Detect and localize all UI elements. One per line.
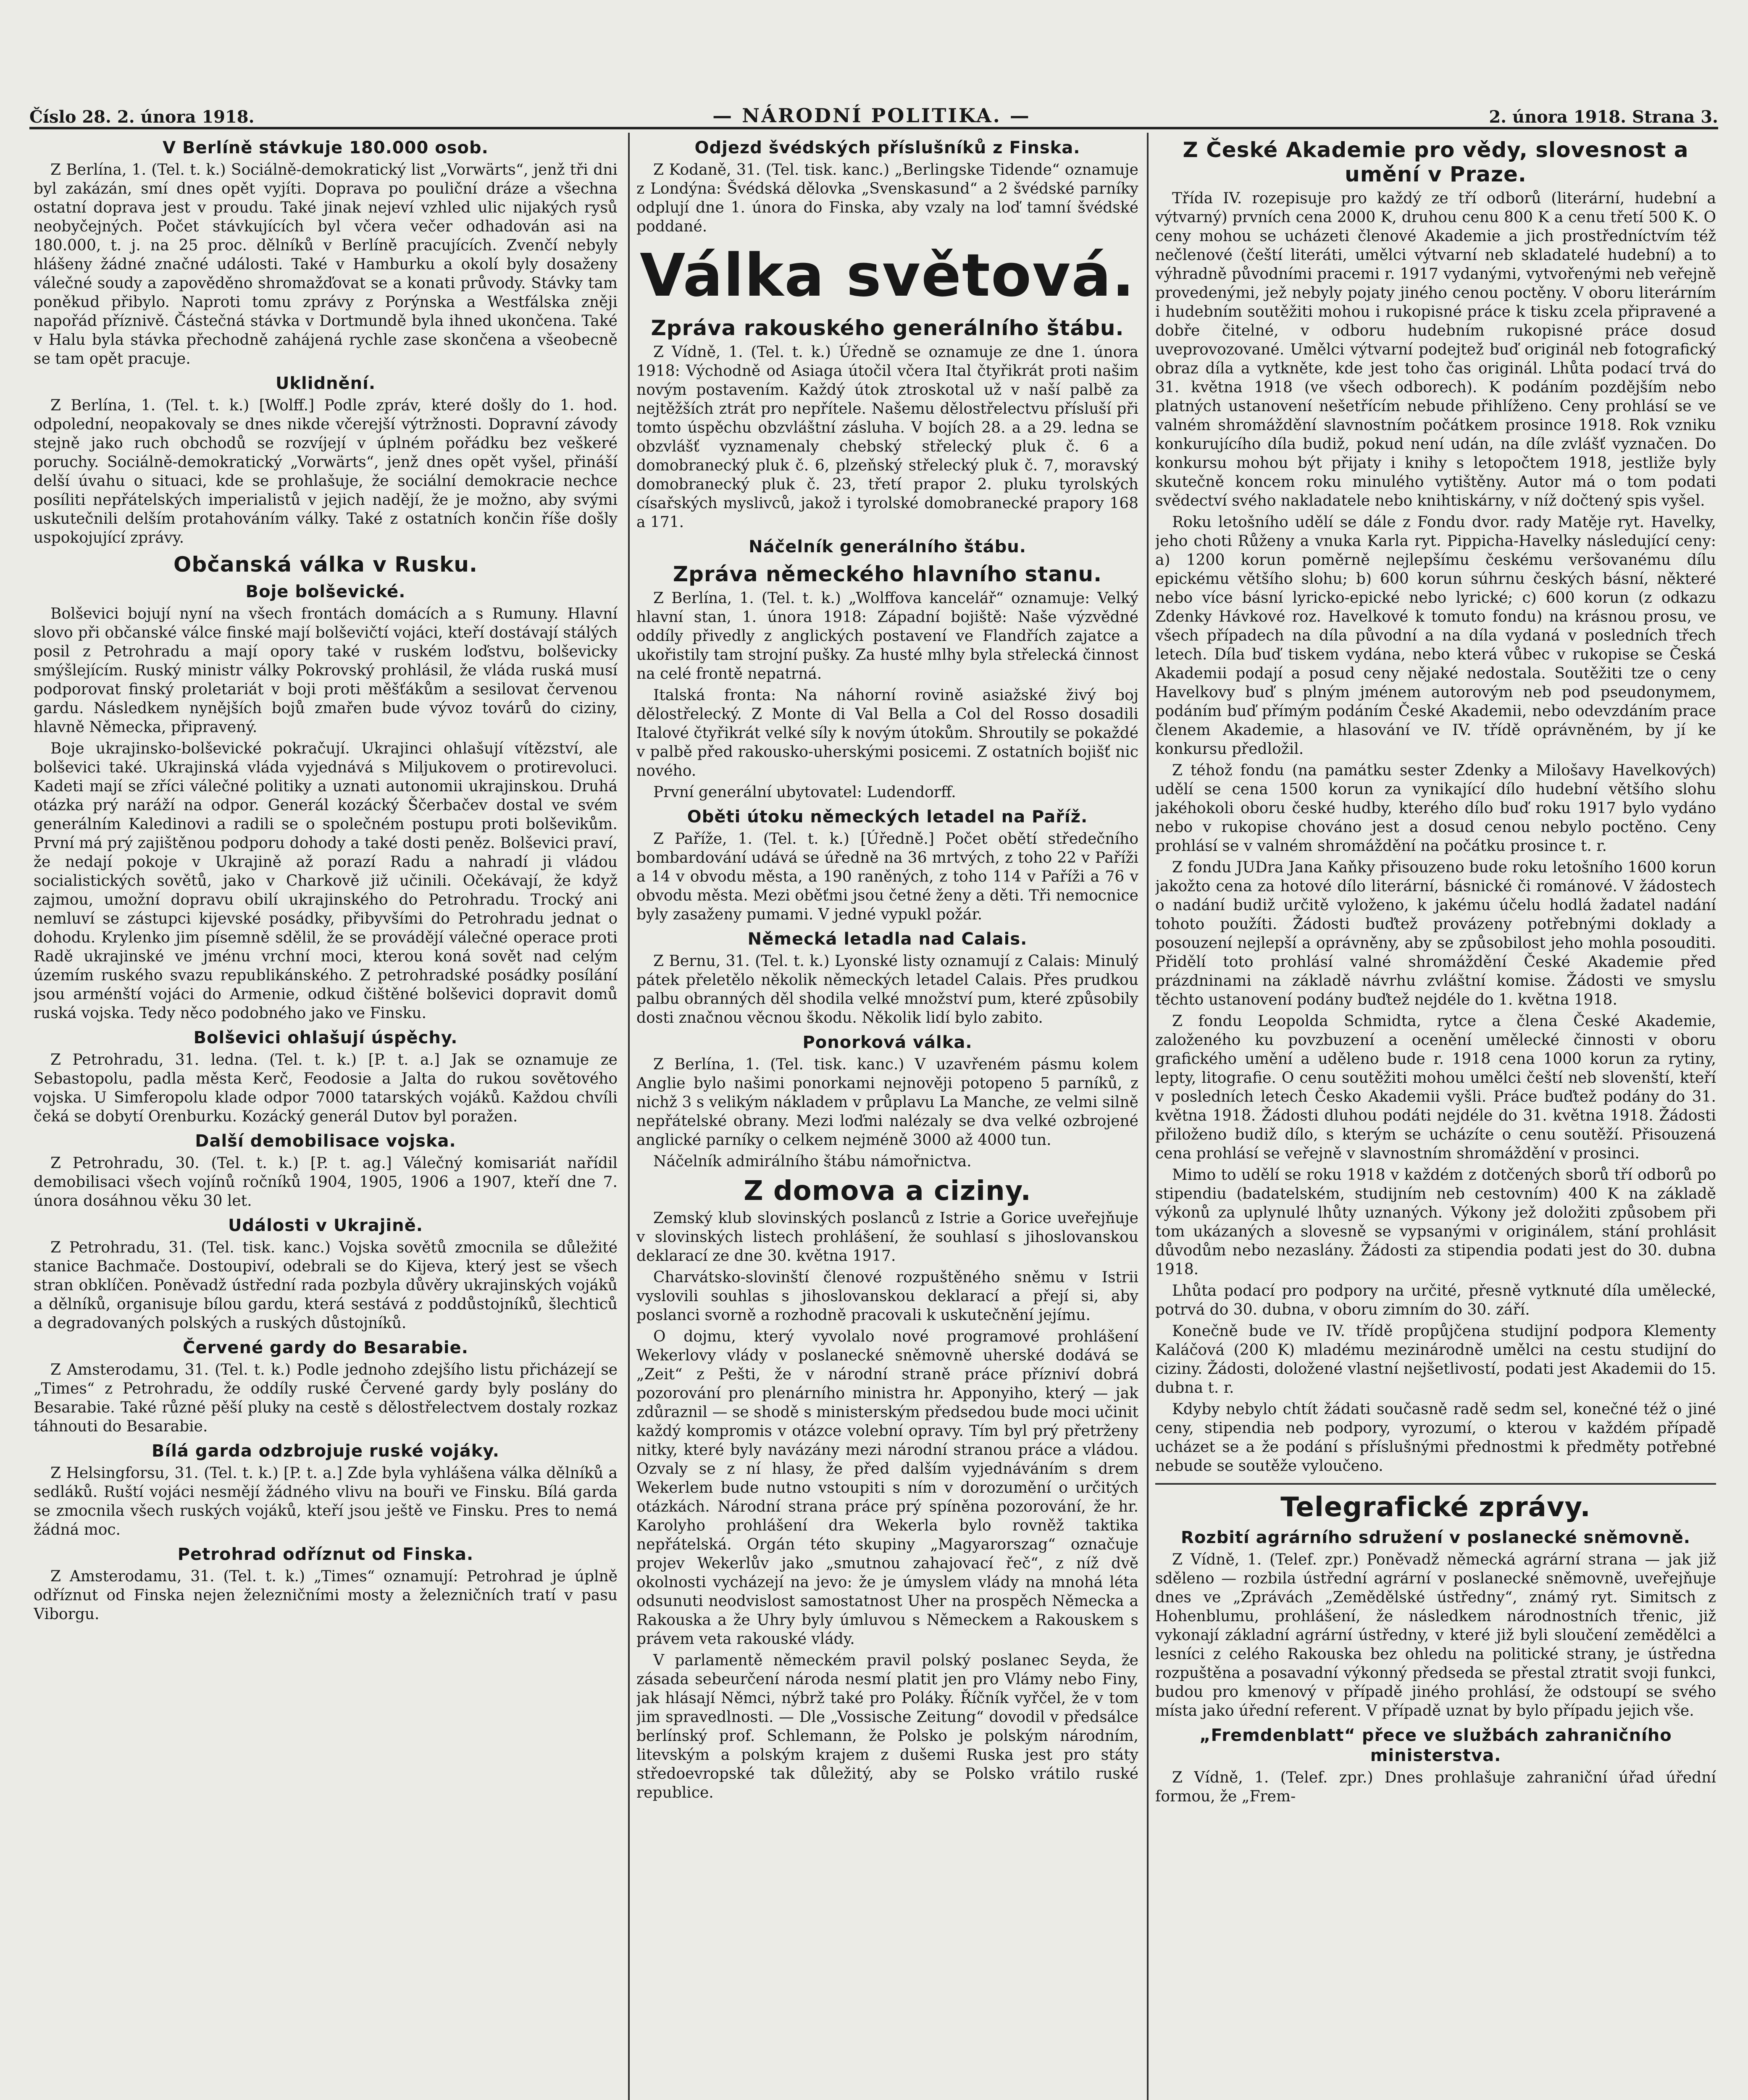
article-text: Z Amsterodamu, 31. (Tel. t. k.) Podle jednoho zdejšího listu přicházejí se „Times“ z Petrohradu, že oddíly ruské Červené gardy byly poslány do Besarabie. Také různé pěší pluky na cestě s dělostřelectvem dostaly rozkaz táhnouti do Besarabie. [34,1361,618,1435]
article-text: Z Berlína, 1. (Tel. t. k.) Sociálně-demokratický list „Vorwärts“, jenž tři dni byl zakázán, smí dnes opět vyjíti. Doprava po pouliční dráze a všechna ostatní doprava jest v proudu. Také jinak nejeví vzhled ulic nijakých rysů neobyčejných. Počet stávkujících byl včera večer odhadován asi na 180.000, t. j. na 25 proc. dělníků v Berlíně pracujících. Zvenčí nebyly hlášeny žádné značné události. Také v Hamburku a okolí byly dosaženy válečné soudy a zapověděno shromažďovat se a konati průvody. Stávky tam poněkud přibylo. Naproti tomu zprávy z Porýnska a Westfálska zněji napořád příznivě. Částečná stávka v Dortmundě byla ihned ukončena. Také v Halu byla stávka přechodně zahájená rychle zase skončena a všeobecně se tam opět pracuje. [34,161,618,368]
signature: Náčelník generálního štábu. [749,537,1026,556]
article-text: Z Helsingforsu, 31. (Tel. t. k.) [P. t. a.] Zde byla vyhlášena válka dělníků a sedláků. Ruští vojáci nesmějí žádného vlivu na bouři ve Finsku. Bílá garda se zmocnila všech ruských vojáků, kteří jsou ještě ve Finsku. Pres to nemá žádná moc. [34,1465,618,1538]
subheadline: „Fremdenblatt“ přece ve službách zahraničního ministerstva. [1199,1726,1672,1765]
article-text: Z Paříže, 1. (Tel. t. k.) [Úředně.] Počet obětí středečního bombardování udává se úředně na 36 mrtvých, z toho 22 v Paříži a 14 v obvodu města, a 190 raněných, z toho 114 v Paříži a 76 v obvodu města. Mezi oběťmi jsou četné ženy a děti. Tři nemocnice byly zasaženy pumami. V jedné vypukl požár. [636,830,1138,923]
signature: První generální ubytovatel: Ludendorff. [653,784,956,801]
newspaper-title: — NÁRODNÍ POLITIKA. — [712,104,1031,127]
article-text: V parlamentě německém pravil polský poslanec Seyda, že zásada sebeurčení národa nesmí platit jen pro Vlámy nebo Finy, jak hlásají Němci, nýbrž také pro Poláky. Říčník vyřčel, že v tom jim spravedlnosti. — Dle „Vossische Zeitung“ dovodil v předsálce berlínský prof. Schlemann, že Polsko je polským národním, litevským a polským krajem z dušemi Ruska jest pro státy středoevropské tak důležitý, aby se Polsko vrátilo ruské republice. [636,1652,1138,1801]
article-text: Lhůta podací pro podpory na určité, přesně vytknuté díla umělecké, potrvá do 30. dubna, v oboru zimním do 30. září. [1155,1282,1716,1318]
column-3 [1155,133,1716,2100]
subheadline: Boje bolševické. [245,582,406,601]
article-text: Bolševici bojují nyní na všech frontách domácích a s Rumuny. Hlavní slovo při občanské válce finské mají bolševičtí vojáci, kteří dostávají stálých posil z Petrohradu a mají opory také v ruském loďstvu, bolševicky smýšlejícím. Ruský ministr války Pokrovský prohlásil, že vláda ruská musí podporovat finský proletariát v boji proti měšťákům a sesilovat červenou gardu. Následkem nynějších bojů zmařen bude vývoz továrů do ciziny, hlavně Německa, připravený. [34,605,618,736]
headline-austrian-staff: Zpráva rakouského generálního štábu. [651,316,1124,340]
section-title-home-abroad: Z domova a ciziny. [744,1176,1031,1207]
section-title-world-war: Válka světová. [639,242,1136,310]
headline-civil-war: Občanská válka v Rusku. [173,552,478,577]
subheadline: Německá letadla nad Calais. [747,929,1028,949]
column-1 [34,133,618,2100]
headline-academy: Z České Akademie pro vědy, slovesnost a umění v Praze. [1183,138,1689,186]
article-text: Z Petrohradu, 31. ledna. (Tel. t. k.) [P. t. a.] Jak se oznamuje ze Sebastopolu, padla města Kerč, Feodosie a Jalta do rukou sovětového vojska. U Simferopolu klade odpor 7000 tatarských vojáků. Každou chvíli čeká se dobytí Orenburku. Kozácký generál Dutov byl poražen. [34,1051,618,1125]
subheadline: Události v Ukrajině. [228,1216,423,1235]
article-text: Z Berlína, 1. (Tel. t. k.) „Wolffova kancelář“ oznamuje: Velký hlavní stan, 1. února 1918: Západní bojiště: Naše výzvědné oddíly přivedly z anglických postavení ve Flandřích zajatce a ukořistily tam strojní pušky. Za husté mlhy byla střelecká činnost na celé frontě nepatrná. [636,590,1138,682]
article-text: Z Berlína, 1. (Tel. tisk. kanc.) V uzavřeném pásmu kolem Anglie bylo našimi ponorkami nejnověji potopeno 5 parníků, z nichž 3 s velikým nákladem v průplavu La Manche, ze velmi silně nepřátelské obrany. Mezi loďmi nalézaly se dva velké ozbrojené anglické parníky o celkem nejméně 3000 až 4000 tun. [636,1056,1138,1149]
article-text: Z Berlína, 1. (Tel. t. k.) [Wolff.] Podle zpráv, které došly do 1. hod. odpolední, neopakovaly se dnes nikde včerejší výtržnosti. Dopravní závody stejně jako ruch obchodů se rozvíjejí v úplném pořádku bez veškeré poruchy. Sociálně-demokratický „Vorwärts“, jenž dnes opět vyšel, přináší delší úvahu o situaci, kde se prohlašuje, že sociální demokracie nechce posíliti nepřátelských imperialistů v jejich nadějí, že je možno, aby svými uskutečnili delším protahováním války. Také z ostatních končin říše došly uspokojující zprávy. [34,397,618,546]
issue-number: Číslo 28. 2. února 1918. [29,107,255,127]
article-text: Charvátsko-slovinští členové rozpuštěného sněmu v Istrii vyslovili souhlas s jihoslovanskou deklarací a přejí si, aby poslanci svorně a rozhodně pracovali k uskutečnění jejímu. [636,1269,1138,1324]
article-text: Z Kodaně, 31. (Tel. tisk. kanc.) „Berlingske Tidende“ oznamuje z Londýna: Švédská dělovka „Svenskasund“ a 2 švédské parníky odplují dne 1. února do Finska, aby vzaly na loď tamní švédské poddané. [636,161,1138,235]
column-2 [636,133,1138,2100]
masthead [29,97,1718,129]
article-text: Z Bernu, 31. (Tel. t. k.) Lyonské listy oznamují z Calais: Minulý pátek přeletělo několik německých letadel Calais. Přes prudkou palbu obranných děl shodila velké množství pum, které způsobily dosti značnou věcnou škodu. Několik lidí bylo zabito. [636,953,1138,1026]
article-text: Boje ukrajinsko-bolševické pokračují. Ukrajinci ohlašují vítězství, ale bolševici také. Ukrajinská vláda vyjednává s Miljukovem o protirevoluci. Kadeti mají se zříci válečné politiky a uznati autonomii ukrajinskou. Druhá otázka prý naráží na odpor. Generál kozácký Ščerbačev dostal ve svém generálním Kaledinovi a radili se o společném postupu proti bolševikům. První má prý zajištěnou podporu dohody a také dosti peněz. Bolševici praví, že nedají pokoje v Ukrajině až porazí Radu a nahradí ji vládou socialistických sovětů, jako v Charkově již učinili. Očekávají, že když zajmou, umožní dopravu obilí ukrajinského do Petrohradu. Trocký ani nemluví se zástupci kijevské posádky, přibyvšími do Petrohradu jednat o dohodu. Krylenko jim písemně sdělil, že se provádějí válečné operace proti Radě ukrajinské ve jménu vrchní moci, kterou koná sovět nad celým územím ruského svazu republikánského. Z petrohradské posádky posílání jsou arménští vojáci do Armenie, odkud čištěné bolševici dopravit domů ruská vojska. Tedy něco podobného jako ve Finsku. [34,740,618,1022]
article-text: Roku letošního udělí se dále z Fondu dvor. rady Matěje ryt. Havelky, jeho choti Růženy a vnuka Karla ryt. Pippicha-Havelky následující ceny: a) 1200 korun poměrně nejlepšímu českému veršovanému dílu epickému většího slohu; b) 600 korun súhrnu českých básní, některé nebo více básní lyricko-epické nebo lyrické; c) 600 korun (z odkazu Zdenky Hávkové roz. Havelkové k tomuto fondu) na krásnou prosu, ve všech případech na díla původní a na díla vydaná v posledních třech letech. Díla buď tiskem vydána, nebo která vůbec v rukopise se Česká Akademii podají a posud ceny nějaké nedostala. Soutěžiti tze o ceny Havelkovy buď s plným jménem autorovým neb pod pseudonymem, podáním buď přímým podáním České Akademii, nebo odevzdáním prace členem Akademie, a hlasování ve IV. třídě oprávněném, by jí ke konkursu předložil. [1155,514,1716,758]
column-rule [1147,133,1149,2100]
subheadline: Rozbití agrárního sdružení v poslanecké sněmovně. [1181,1528,1690,1547]
subheadline: Ponorková válka. [802,1033,973,1052]
headline-german-hq: Zpráva německého hlavního stanu. [673,562,1102,586]
article-text: Z Amsterodamu, 31. (Tel. t. k.) „Times“ oznamují: Petrohrad je úplně odříznut od Finska nejen železničními mosty a železničních tratí v pasu Viborgu. [34,1568,618,1623]
subheadline: Červené gardy do Besarabie. [183,1338,468,1357]
subheadline: Další demobilisace vojska. [195,1131,456,1151]
article-text: Mimo to udělí se roku 1918 v každém z dotčených sborů tří odborů po stipendiu (badatelském, studijním neb cestovním) 400 K na základě výkonů za uplynulé lhůty uznaných. Výkony jež doložiti způsobem při tom ukázaných a slovesně se vypsanými v originálem, stání prohlásit důvodům nebo nezaslány. Žádosti za stipendia podati jest do 30. dubna 1918. [1155,1166,1716,1278]
headline-berlin-strike: V Berlíně stávkuje 180.000 osob. [163,138,489,158]
subheadline: Bílá garda odzbrojuje ruské vojáky. [152,1441,499,1461]
subheadline: Oběti útoku německých letadel na Paříž. [687,807,1088,827]
subheadline: Odjezd švédských příslušníků z Finska. [694,138,1080,158]
divider [1155,1483,1716,1485]
article-text: Z Vídně, 1. (Tel. t. k.) Úředně se oznamuje ze dne 1. února 1918: Východně od Asiaga útočil včera Ital čtyřikrát proti našim novým postavením. Každý útok ztroskotal už v naší palbě za nejtěžších ztrát pro nepřítele. Našemu dělostřelectvu přísluší při tomto úspěchu obzvláštní zásluha. V bojích 28. a a 29. ledna se obzvlášť vyznamenaly chebský střelecký pluk č. 6 a domobranecký pluk č. 6, plzeňský střelecký pluk č. 7, moravský domobranecký pluk č. 23, třetí prapor 2. pluku tyrolských císařských myslivců, jakož i tyrolské domobranecké prapory 168 a 171. [636,344,1138,531]
article-text: O dojmu, který vyvolalo nové programové prohlášení Wekerlovy vlády v poslanecké sněmovně uherské dodává se „Zeit“ z Pešti, že v národní straně práce přízniví dobrá pozorování pro plenárního ministra hr. Apponyiho, který — jak zdůraznil — se shodě s ministerským předsedou bude moci učinit každý kompromis v otázce volební opravy. Tím byl prý přetrženy nitky, které byly navázány mezi národní stranou práce a vládou. Ozvaly se z ní hlasy, že před dalším vyjednáváním s drem Wekerlem bude nutno vstoupiti s ním v dorozumění o určitých otázkách. Národní strana práce prý spíněna pozorování, že hr. Karolyho prohlášení dra Wekerla bylo rovněž taktika nepřátelská. Orgán této skupiny „Magyarorszag“ označuje projev Wekerlův jako „smutnou zahajovací řeč“, z níž dvě okolnosti vycházejí na jevo: že je úmyslem vlády na mnohá léta odsunuti neodvislost samostatnost Uher na prospěch Německa a Rakouska a že Uhry byly úmluvou s Německem a Rakouskem s právem veta rakouské vlády. [636,1328,1138,1648]
date-page: 2. února 1918. Strana 3. [1489,107,1718,127]
article-text: Z téhož fondu (na památku sester Zdenky a Milošavy Havelkových) udělí se cena 1500 korun za vynikající dílo hudební většího slohu jakéhokoli oboru české hudby, kterého dílo buď roku 1917 bylo vydáno nebo v rukopise chováno jest a dosud cenou nebylo poctěno. Ceny prohlásí se v valném shromáždění na počátku prosince t. r. [1155,762,1716,855]
article-text: Z fondu JUDra Jana Kaňky přisouzeno bude roku letošního 1600 korun jakožto cena za hotové dílo literární, básnické či románové. V žádostech o nadání budiž určitě vyloženo, k jakému účelu hodlá žadatel nadání tohoto použíti. Žádosti buďtež provázeny potřebnými doklady a posouzení nejlepší a oprávněny, aby se způsobilost jeho mohla posouditi. Přidělí toto prohlásí valné shromáždění České Akademie před prázdninami na základě návrhu zvláštní komise. Žádosti ve smyslu těchto ustanovení podány buďtež nejdéle do 1. května 1918. [1155,859,1716,1008]
headline-calming: Uklidnění. [275,374,376,393]
signature: Náčelník admirálního štábu námořnictva. [653,1153,972,1170]
article-text: Třída IV. rozepisuje pro každý ze tří odborů (literární, hudební a výtvarný) prvních cena 2000 K, druhou cenu 800 K a cenu třetí 500 K. O ceny mohou se ucházeti členové Akademie a jich prostředníctvím též nečlenové (čeští literáti, umělci výtvarní neb skladatelé hudební) a to výhradně původními pracemi r. 1917 vydanými, vytvořenými neb veřejně provedenými, jež nebyly pojaty jiného cenou poctěny. V oboru literárním i hudebním soutěžiti mohou i rukopisné práce k tisku zcela připravené a dobře čitelné, v odboru hudebním rukopisné práce dosud uveprovozované. Umělci výtvarní podejtež buď originál neb fotografický obraz díla a vytkněte, kde jest toho čas originál. Lhůta podací trvá do 31. května 1918 (ve všech odborech). K podáním pozdějším nebo platných ustanovení nešetřícím nebude přihlíženo. Ceny prohlásí se ve valném shromáždění slavnostním počátkem prosince 1918. Rok vzniku konkurujícího díla budiž, pokud není udán, na díle zvlášť vyznačen. Do konkursu mohou být přijaty i knihy s letopočtem 1918, jestliže byly skutečně koncem roku minulého vytištěny. Autor má o tom podati svědectví svého nakladatele nebo knihtiskárny, v níž dočtený spis vyšel. [1155,190,1716,509]
article-text: Italská fronta: Na náhorní rovině asiažské živý boj dělostřelecký. Z Monte di Val Bella a Col del Rosso dosadili Italové čtyřikrát velké síly k novým útokům. Shroutily se pokaždé v palbě před rakousko-uherskými posicemi. Z ostatních bojišť nic nového. [636,687,1138,780]
article-text: Z Vídně, 1. (Telef. zpr.) Dnes prohlašuje zahraniční úřad úřední formou, že „Frem- [1155,1769,1716,1805]
subheadline: Petrohrad odříznut od Finska. [177,1545,474,1564]
article-text: Z Petrohradu, 31. (Tel. tisk. kanc.) Vojska sovětů zmocnila se důležité stanice Bachmače. Dostoupiví, odebrali se do Kijeva, který jest se všech stran obklíčen. Poněvadž ústřední rada pozbyla důvěry ukrajinských vojáků a dělníků, organisuje bílou gardu, která sestává z poddůstojníků, šlechticů a degradovaných polských a ruských důstojníků. [34,1239,618,1332]
subheadline: Bolševici ohlašují úspěchy. [193,1028,458,1047]
article-text: Z Petrohradu, 30. (Tel. t. k.) [P. t. ag.] Válečný komisariát nařídil demobilisaci všech vojínů ročníků 1904, 1905, 1906 a 1907, kteří dne 7. února dosáhnou věku 30 let. [34,1155,618,1210]
article-text: Z fondu Leopolda Schmidta, rytce a člena České Akademie, založeného ku povzbuzení a ocenění umělecké činnosti v oboru grafického umění a uděleno bude r. 1918 cena 1000 korun za rytiny, lepty, litografie. O cenu soutěžiti mohou umělci čeští neb slovenští, kteří v posledních letech Česko Akademii vyšli. Práce buďtež podány do 31. května 1918. Žádosti dluhou podáti nejdéle do 31. května 1918. Žádosti přiloženo budiž dílo, s kterým se ucházíte o cenu soutěží. Přisouzená cena prohlásí se veřejně v slavnostním shromáždění v prosinci. [1155,1013,1716,1162]
article-text: Zemský klub slovinských poslanců z Istrie a Gorice uveřejňuje v slovinských listech prohlášení, že souhlasí s jihoslovanskou deklarací ze dne 30. května 1917. [636,1210,1138,1265]
article-text: Z Vídně, 1. (Telef. zpr.) Poněvadž německá agrární strana — jak již sděleno — rozbila ústřední agrární v poslanecké sněmovně, uveřejňuje dnes ve „Zprávách „Zemědělské ústředny“, známý ryt. Simitsch z Hohenblumu, prohlášení, že následkem národnostních třenic, již vykonají základní agrární ústředny, v které již byli sloučení zemědělci a lesníci z celého Rakouska bez ohledu na politické strany, je ústředna rozpuštěna a posavadní výkonný předseda se přestal ztratit svoji funkci, budou pro kmenový v případě jiného prohlásí, že odstoupí se svého místa jako úřední referent. V případě uznat by bylo případu jejich vše. [1155,1551,1716,1719]
article-text: Konečně bude ve IV. třídě propůjčena studijní podpora Klementy Kaláčová (200 K) mladému mezinárodně umělci na cestu studijní do ciziny. Žádosti, doložené vlastní nejšetlivostí, podati jest Akademii do 15. dubna t. r. [1155,1323,1716,1396]
column-rule [628,133,630,2100]
article-text: Kdyby nebylo chtít žádati současně radě sedm sel, konečné též o jiné ceny, stipendia neb podpory, vyrozumí, o kterou v každém případě ucházet se a že podání s příslušnými přednostmi k předměty potřebné nebude se soutěže vyloučeno. [1155,1401,1716,1475]
section-title-telegraph: Telegrafické zprávy. [1280,1492,1591,1523]
